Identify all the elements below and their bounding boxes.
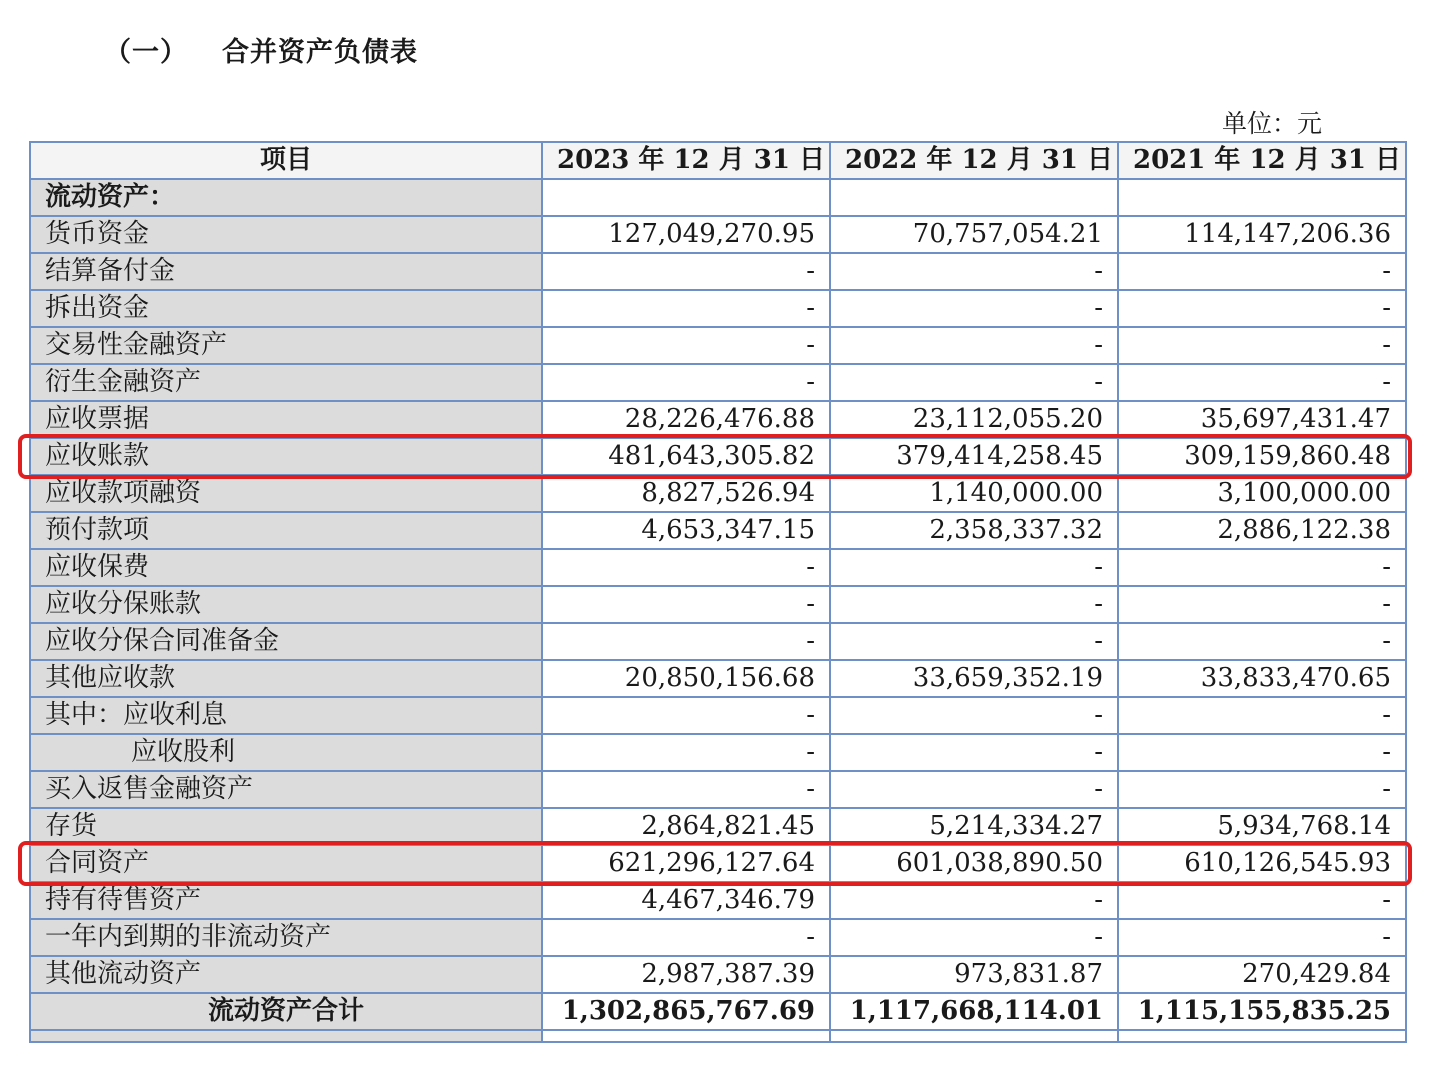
row-value: 2,358,337.32 [830, 512, 1118, 549]
row-value: - [542, 327, 830, 364]
row-label: 流动资产合计 [30, 993, 542, 1030]
row-label: 应收股利 [30, 734, 542, 771]
row-value: 8,827,526.94 [542, 475, 830, 512]
row-value: - [830, 549, 1118, 586]
row-label: 应收账款 [30, 438, 542, 475]
row-value: 35,697,431.47 [1118, 401, 1406, 438]
table-row [30, 179, 1406, 216]
row-label: 其他应收款 [30, 660, 542, 697]
row-value: - [542, 364, 830, 401]
row-value: - [542, 623, 830, 660]
row-value: - [1118, 364, 1406, 401]
table-row [30, 956, 1406, 993]
row-label: 合同资产 [30, 845, 542, 882]
row-label: 衍生金融资产 [30, 364, 542, 401]
cutoff-cell [30, 1030, 542, 1042]
row-value: 379,414,258.45 [830, 438, 1118, 475]
row-label: 应收分保账款 [30, 586, 542, 623]
row-value: - [542, 697, 830, 734]
row-value: 2,886,122.38 [1118, 512, 1406, 549]
row-value: - [1118, 290, 1406, 327]
row-value: - [830, 290, 1118, 327]
row-value: - [830, 253, 1118, 290]
row-value: 1,140,000.00 [830, 475, 1118, 512]
row-label: 一年内到期的非流动资产 [30, 919, 542, 956]
row-label: 持有待售资产 [30, 882, 542, 919]
row-value: - [1118, 734, 1406, 771]
row-value: 601,038,890.50 [830, 845, 1118, 882]
row-value: 2,864,821.45 [542, 808, 830, 845]
table-row [30, 290, 1406, 327]
row-value: 4,653,347.15 [542, 512, 830, 549]
row-value: - [1118, 771, 1406, 808]
table-row-cutoff [30, 1030, 1406, 1042]
row-label: 货币资金 [30, 216, 542, 253]
row-value: - [830, 697, 1118, 734]
table-row [30, 216, 1406, 253]
row-value [542, 179, 830, 216]
row-value: - [1118, 697, 1406, 734]
row-label: 结算备付金 [30, 253, 542, 290]
row-label: 拆出资金 [30, 290, 542, 327]
row-value: 1,117,668,114.01 [830, 993, 1118, 1030]
row-value: - [542, 771, 830, 808]
row-value: - [830, 882, 1118, 919]
row-value: - [1118, 253, 1406, 290]
row-value: - [1118, 549, 1406, 586]
row-value: 33,659,352.19 [830, 660, 1118, 697]
row-label: 应收保费 [30, 549, 542, 586]
cutoff-cell [830, 1030, 1118, 1042]
row-value: - [542, 549, 830, 586]
row-value: - [542, 919, 830, 956]
row-value: 5,934,768.14 [1118, 808, 1406, 845]
row-value: - [1118, 586, 1406, 623]
row-label: 应收票据 [30, 401, 542, 438]
table-header-row [30, 142, 1406, 179]
column-header-2023: 2023 年 12 月 31 日 [542, 142, 830, 179]
row-value: 5,214,334.27 [830, 808, 1118, 845]
section-title [104, 30, 418, 69]
table-row [30, 734, 1406, 771]
row-label: 流动资产： [30, 179, 542, 216]
row-value: 973,831.87 [830, 956, 1118, 993]
table-row [30, 512, 1406, 549]
row-value: 1,302,865,767.69 [542, 993, 830, 1030]
column-header-item: 项目 [30, 142, 542, 179]
row-value: 1,115,155,835.25 [1118, 993, 1406, 1030]
row-value: - [542, 586, 830, 623]
row-value: - [830, 623, 1118, 660]
row-value: 127,049,270.95 [542, 216, 830, 253]
balance-sheet-table [29, 141, 1407, 1043]
table-row [30, 771, 1406, 808]
row-value: - [1118, 327, 1406, 364]
row-value: - [542, 734, 830, 771]
table-row [30, 697, 1406, 734]
row-label: 预付款项 [30, 512, 542, 549]
row-value: - [830, 734, 1118, 771]
table-row [30, 253, 1406, 290]
row-value: - [830, 364, 1118, 401]
highlight-box [18, 841, 1412, 886]
cutoff-cell [1118, 1030, 1406, 1042]
row-label: 应收款项融资 [30, 475, 542, 512]
column-header-2022: 2022 年 12 月 31 日 [830, 142, 1118, 179]
row-label: 应收分保合同准备金 [30, 623, 542, 660]
table-row [30, 623, 1406, 660]
row-value [1118, 179, 1406, 216]
row-value: - [1118, 882, 1406, 919]
section-number: （一） [104, 37, 188, 68]
row-value: 621,296,127.64 [542, 845, 830, 882]
row-value: - [542, 290, 830, 327]
table-row [30, 808, 1406, 845]
table-row [30, 882, 1406, 919]
table-row [30, 586, 1406, 623]
row-value: - [1118, 623, 1406, 660]
table-row [30, 993, 1406, 1030]
row-value: 28,226,476.88 [542, 401, 830, 438]
row-value: - [830, 919, 1118, 956]
row-value: 23,112,055.20 [830, 401, 1118, 438]
row-value: 309,159,860.48 [1118, 438, 1406, 475]
section-title-text: 合并资产负债表 [222, 37, 418, 68]
row-value: - [830, 771, 1118, 808]
row-value: 481,643,305.82 [542, 438, 830, 475]
unit-label: 单位：元 [1222, 109, 1323, 138]
row-value: - [1118, 919, 1406, 956]
table-row [30, 364, 1406, 401]
row-value: 4,467,346.79 [542, 882, 830, 919]
row-value: 33,833,470.65 [1118, 660, 1406, 697]
table-row [30, 660, 1406, 697]
table-row [30, 919, 1406, 956]
row-value: 270,429.84 [1118, 956, 1406, 993]
row-value: 70,757,054.21 [830, 216, 1118, 253]
row-value: - [542, 253, 830, 290]
row-label: 买入返售金融资产 [30, 771, 542, 808]
table-row [30, 327, 1406, 364]
row-label: 交易性金融资产 [30, 327, 542, 364]
table-row [30, 475, 1406, 512]
row-value: - [830, 586, 1118, 623]
row-label: 其他流动资产 [30, 956, 542, 993]
row-value: 3,100,000.00 [1118, 475, 1406, 512]
row-label: 存货 [30, 808, 542, 845]
row-value: 2,987,387.39 [542, 956, 830, 993]
row-value: 610,126,545.93 [1118, 845, 1406, 882]
row-value: - [830, 327, 1118, 364]
row-value [830, 179, 1118, 216]
column-header-2021: 2021 年 12 月 31 日 [1118, 142, 1406, 179]
row-value: 114,147,206.36 [1118, 216, 1406, 253]
table-row [30, 401, 1406, 438]
row-label: 其中：应收利息 [30, 697, 542, 734]
highlight-box [18, 434, 1412, 479]
row-value: 20,850,156.68 [542, 660, 830, 697]
cutoff-cell [542, 1030, 830, 1042]
table-row [30, 549, 1406, 586]
